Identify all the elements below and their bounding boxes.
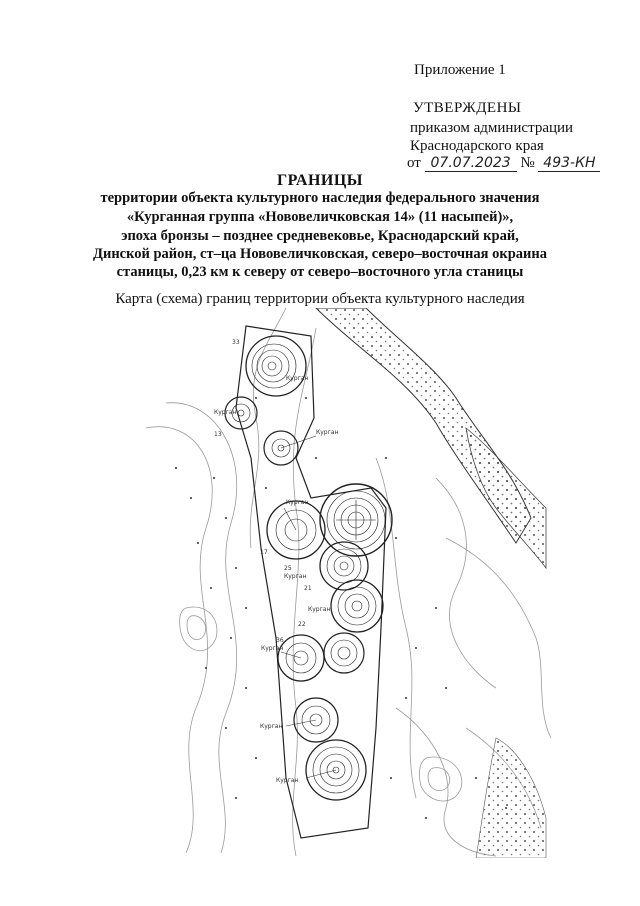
mound-label-3: Курган	[316, 429, 339, 436]
boundary-map	[136, 308, 556, 858]
order-reference	[407, 155, 600, 172]
order-number: 493-КН	[538, 156, 600, 172]
mounds	[225, 336, 392, 800]
point-label-21: 21	[304, 585, 312, 592]
title-line-5: станицы, 0,23 км к северу от северо–восточного угла станицы	[116, 264, 524, 280]
low-ground-zone	[476, 738, 546, 858]
approved-by-line-2: Краснодарского края	[410, 138, 544, 154]
mound-label-5: Курган	[286, 499, 309, 506]
survey-points	[175, 397, 507, 819]
mound-7	[331, 580, 383, 632]
mound-label-7: Курган	[308, 606, 331, 613]
order-number-label: №	[520, 155, 535, 171]
mound-8	[324, 633, 364, 673]
approved-heading: УТВЕРЖДЕНЫ	[413, 100, 522, 116]
riverbank-zone-lower	[466, 428, 546, 568]
title-line-3: эпоха бронзы – позднее средневековье, Краснодарский край,	[121, 228, 519, 244]
order-date: 07.07.2023	[425, 156, 517, 172]
approved-by-line-1: приказом администрации	[410, 120, 574, 136]
title-line-4: Динской район, ст–ца Нововеличковская, северо–восточная окраина	[92, 246, 547, 262]
mound-label-11: Курган	[276, 777, 299, 784]
point-label-36: 36	[276, 637, 284, 644]
document-title: ГРАНИЦЫ	[276, 172, 363, 189]
territory-boundary	[236, 326, 386, 838]
mound-label-10: Курган	[260, 723, 283, 730]
order-from-label: от	[407, 155, 421, 171]
point-label-33: 33	[232, 339, 240, 346]
title-line-2: «Курганная группа «Нововеличковская 14» (11 насыпей)»,	[126, 209, 514, 225]
mound-label-1: Курган	[286, 375, 309, 382]
mound-label-9: Курган	[261, 645, 284, 652]
mound-1	[246, 336, 309, 396]
point-label-22: 22	[298, 621, 306, 628]
appendix-label: Приложение 1	[414, 62, 506, 78]
map-caption: Карта (схема) границ территории объекта культурного наследия	[115, 291, 525, 307]
point-label-25: 25	[284, 565, 292, 572]
mound-label-2: Курган	[214, 409, 237, 416]
point-label-13: 13	[214, 431, 222, 438]
title-line-1: территории объекта культурного наследия федерального значения	[100, 190, 540, 206]
point-label-17: 17	[260, 549, 268, 556]
mound-label-6: Курган	[284, 573, 307, 580]
map-drawing	[136, 308, 556, 858]
